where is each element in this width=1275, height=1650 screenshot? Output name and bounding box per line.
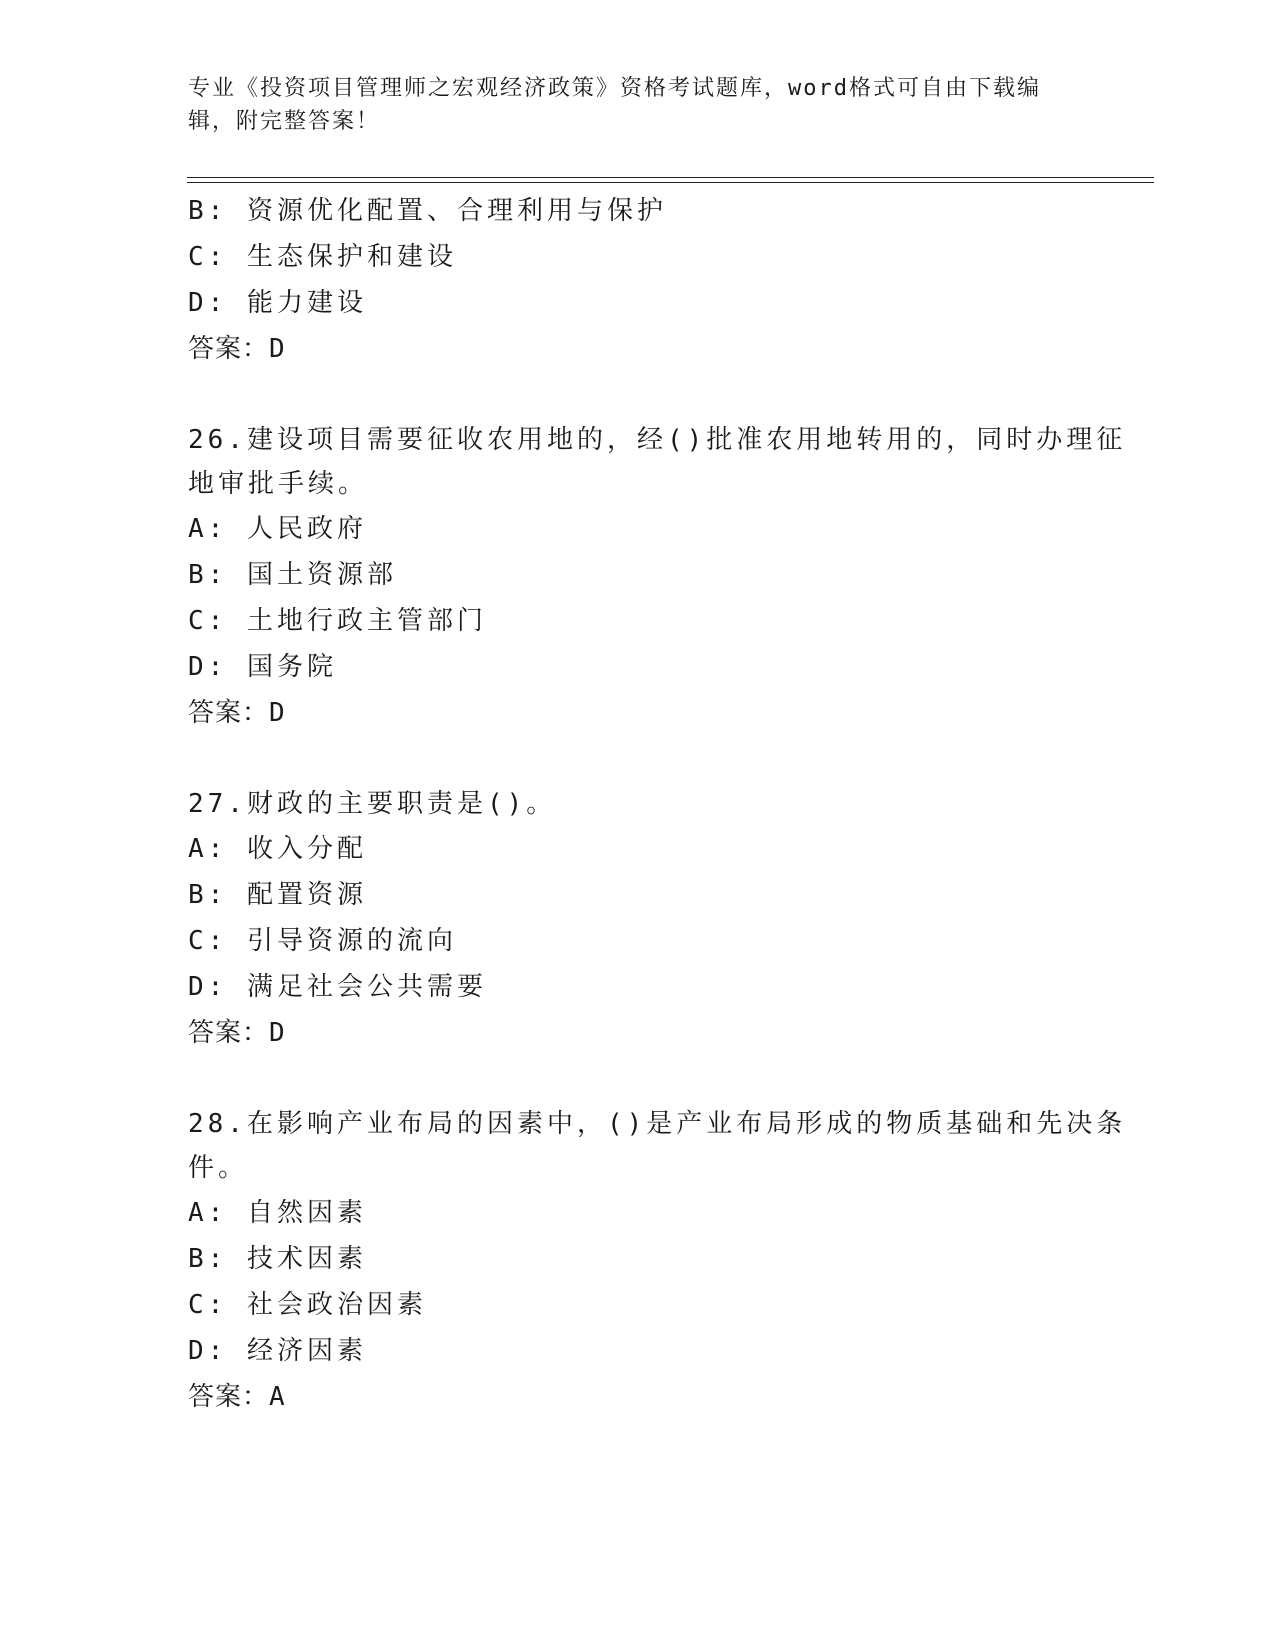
question-25	[188, 188, 1088, 372]
option-d: D: 经济因素	[188, 1336, 367, 1366]
header-line-2: 辑，附完整答案！	[188, 109, 381, 134]
header-line-1: 专业《投资项目管理师之宏观经济政策》资格考试题库，word格式可自由下载编	[188, 76, 1041, 101]
header-divider-top	[187, 177, 1154, 178]
option-b: B: 国土资源部	[188, 560, 397, 590]
option-b: B: 配置资源	[188, 880, 367, 910]
answer-line: 答案：A	[188, 1382, 286, 1412]
question-stem-line-1: 26.建设项目需要征收农用地的，经()批准农用地转用的，同时办理征	[188, 425, 1127, 455]
option-c: C: 引导资源的流向	[188, 926, 457, 956]
answer-line: 答案：D	[188, 334, 286, 364]
option-d: D: 能力建设	[188, 288, 367, 318]
option-a: A: 收入分配	[188, 834, 367, 864]
question-stem-line-1: 28.在影响产业布局的因素中，()是产业布局形成的物质基础和先决条	[188, 1109, 1127, 1139]
option-c: C: 生态保护和建设	[188, 242, 457, 272]
option-b: B: 技术因素	[188, 1244, 367, 1274]
option-d: D: 国务院	[188, 652, 337, 682]
spacer	[188, 1056, 1088, 1102]
question-stem-line-2: 件。	[188, 1153, 249, 1183]
question-27	[188, 782, 1088, 1056]
document-header	[188, 72, 1068, 138]
spacer	[188, 372, 1088, 418]
option-c: C: 土地行政主管部门	[188, 606, 487, 636]
option-a: A: 自然因素	[188, 1198, 367, 1228]
question-list	[188, 188, 1127, 1420]
spacer	[188, 736, 1088, 782]
question-26	[188, 418, 1127, 736]
question-stem-line-2: 地审批手续。	[188, 469, 369, 499]
question-stem-line-1: 27.财政的主要职责是()。	[188, 789, 557, 819]
option-d: D: 满足社会公共需要	[188, 972, 487, 1002]
answer-line: 答案：D	[188, 698, 286, 728]
header-divider-bottom	[187, 182, 1154, 183]
option-a: A: 人民政府	[188, 514, 367, 544]
answer-line: 答案：D	[188, 1018, 286, 1048]
question-28	[188, 1102, 1127, 1420]
option-b: B: 资源优化配置、合理利用与保护	[188, 196, 667, 226]
option-c: C: 社会政治因素	[188, 1290, 427, 1320]
